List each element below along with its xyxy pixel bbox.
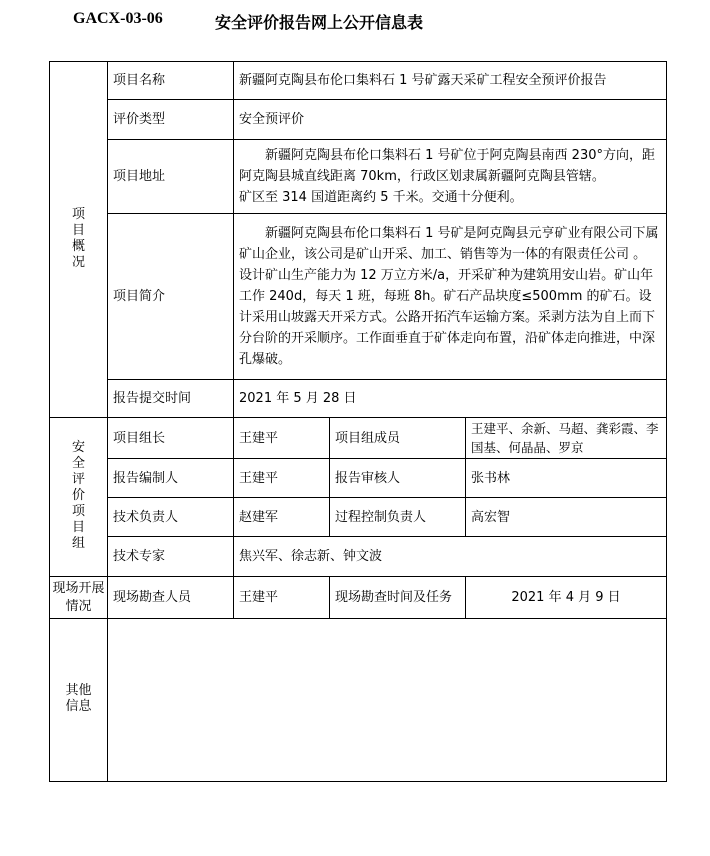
section-team: [50, 418, 108, 577]
doc-code: GACX-03-06: [73, 10, 163, 27]
submit-date-label: 报告提交时间: [108, 380, 234, 418]
leader-value: 王建平: [234, 418, 330, 459]
address-value: [234, 140, 667, 214]
row-submit-date: [50, 380, 667, 418]
section-other-label: 其他信息: [65, 683, 92, 714]
row-tech-lead: [50, 498, 667, 537]
row-team-leader: [50, 418, 667, 459]
author-value: 王建平: [234, 459, 330, 498]
address-paragraph: 新疆阿克陶县布伦口集料石 1 号矿位于阿克陶县南西 230°方向，距阿克陶县城直线距离 70km，行政区划隶属新疆阿克陶县管辖。: [239, 148, 655, 184]
members-label: 项目组成员: [330, 418, 466, 459]
intro-value: [234, 214, 667, 380]
tech-lead-value: 赵建军: [234, 498, 330, 537]
row-experts: [50, 537, 667, 577]
surveyor-label: 现场勘查人员: [108, 577, 234, 619]
survey-time-label: 现场勘查时间及任务: [330, 577, 466, 619]
members-value: 王建平、余新、马超、龚彩霞、李国基、何晶晶、罗京: [466, 418, 667, 459]
eval-type-value: 安全预评价: [234, 100, 667, 140]
process-label: 过程控制负责人: [330, 498, 466, 537]
address-paragraph-2: 矿区至 314 国道距离约 5 千米。交通十分便利。: [239, 190, 523, 205]
page-title: 安全评价报告网上公开信息表: [215, 13, 424, 32]
other-value: [108, 619, 667, 782]
reviewer-value: 张书林: [466, 459, 667, 498]
submit-date-value: 2021 年 5 月 28 日: [234, 380, 667, 418]
intro-label: 项目简介: [108, 214, 234, 380]
survey-time-value: 2021 年 4 月 9 日: [466, 577, 667, 619]
row-site: [50, 577, 667, 619]
reviewer-label: 报告审核人: [330, 459, 466, 498]
intro-paragraph: 新疆阿克陶县布伦口集料石 1 号矿是阿克陶县元亨矿业有限公司下属矿山企业，该公司是矿山开采、加工、销售等为一体的有限责任公司 。: [239, 226, 659, 262]
section-overview: [50, 62, 108, 418]
section-team-label: 安全评价项目组: [71, 440, 85, 551]
leader-label: 项目组长: [108, 418, 234, 459]
info-table: [49, 61, 667, 782]
eval-type-label: 评价类型: [108, 100, 234, 140]
tech-lead-label: 技术负责人: [108, 498, 234, 537]
row-other: [50, 619, 667, 782]
row-project-name: [50, 62, 667, 100]
row-author: [50, 459, 667, 498]
project-name-label: 项目名称: [108, 62, 234, 100]
section-site: [50, 577, 108, 619]
author-label: 报告编制人: [108, 459, 234, 498]
surveyor-value: 王建平: [234, 577, 330, 619]
expert-value: 焦兴军、徐志新、钟文波: [234, 537, 667, 577]
row-intro: [50, 214, 667, 380]
section-other: [50, 619, 108, 782]
section-overview-label: 项目概况: [71, 206, 85, 270]
address-label: 项目地址: [108, 140, 234, 214]
section-site-label: 现场开展情况: [52, 580, 105, 614]
project-name-value: 新疆阿克陶县布伦口集料石 1 号矿露天采矿工程安全预评价报告: [234, 62, 667, 100]
row-address: [50, 140, 667, 214]
expert-label: 技术专家: [108, 537, 234, 577]
process-value: 高宏智: [466, 498, 667, 537]
intro-paragraph-2: 设计矿山生产能力为 12 万立方米/a，开采矿种为建筑用安山岩。矿山年工作 240d，每天 1 班，每班 8h。矿石产品块度≤500mm 的矿石。设计采用山坡露天开采方式。公路开拓汽车运输方案。采剥方法为自上而下分台阶的开采顺序。工作面垂直于矿体走向布置，沿矿体走向推进，中深孔爆破。: [239, 268, 656, 367]
row-eval-type: [50, 100, 667, 140]
